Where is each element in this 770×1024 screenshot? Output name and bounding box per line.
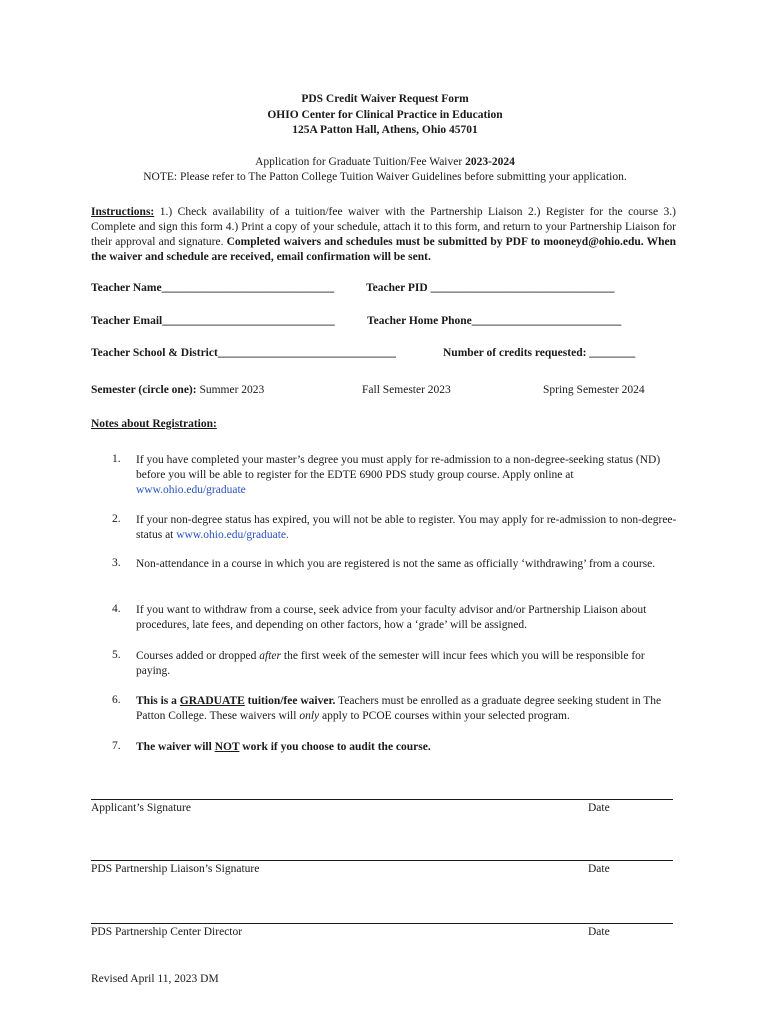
semester-row xyxy=(91,384,264,396)
note-text: If your non-degree status has expired, you will not be able to register. You may apply for re-admission to non-degree-status at xyxy=(136,514,677,541)
director-date-label: Date xyxy=(588,926,610,938)
note-bold-text: work if you choose to audit the course. xyxy=(239,741,431,753)
note-text: the first week of the semester will incur fees which you will be responsible for paying. xyxy=(136,650,645,677)
semester-option-spring[interactable]: Spring Semester 2024 xyxy=(543,384,645,396)
semester-label: Semester (circle one): xyxy=(91,384,197,396)
semester-option-fall[interactable]: Fall Semester 2023 xyxy=(362,384,451,396)
center-name: OHIO Center for Clinical Practice in Education xyxy=(267,109,503,121)
note-number: 1. xyxy=(112,453,121,465)
note-number: 3. xyxy=(112,557,121,569)
note-item-6 xyxy=(136,694,681,724)
note-number: 4. xyxy=(112,603,121,615)
credits-requested-field[interactable]: Number of credits requested: ________ xyxy=(443,347,636,359)
note-emphasis: only xyxy=(299,710,320,722)
note-item-7 xyxy=(136,740,681,755)
note-item-1 xyxy=(136,453,681,498)
teacher-pid-field[interactable]: Teacher PID ________________________________ xyxy=(366,282,615,294)
form-title: PDS Credit Waiver Request Form xyxy=(301,93,469,105)
note-item-3: Non-attendance in a course in which you are registered is not the same as officially ‘withdrawing’ from a course. xyxy=(136,558,656,570)
liaison-date-label: Date xyxy=(588,863,610,875)
note-underlined-text: NOT xyxy=(214,741,240,753)
instructions-text: 1.) Check availability of a tuition/fee waiver with the Partnership Liaison 2.) Register for the course 3.) Complete and sign this form 4.) Print a copy of your schedule, attach it to this form, and return to your Partnership Liaison for their approval and signature. xyxy=(91,206,676,248)
semester-option-summer[interactable]: Summer 2023 xyxy=(199,384,265,396)
note-number: 6. xyxy=(112,694,121,706)
note-item-4: If you want to withdraw from a course, seek advice from your faculty advisor and/or Partnership Liaison about procedures, late fees, and depending on other factors, how a ‘grade’ will be assigned. xyxy=(136,604,647,631)
teacher-email-field[interactable]: Teacher Email______________________________ xyxy=(91,315,335,327)
teacher-home-phone-field[interactable]: Teacher Home Phone__________________________ xyxy=(367,315,622,327)
note-text: apply to PCOE courses within your selected program. xyxy=(319,710,570,722)
applicant-signature-line[interactable] xyxy=(91,799,673,800)
instructions-bold-text: Completed waivers and schedules must be submitted by PDF to mooneyd@ohio.edu. When the waiver and schedule are received, email confirmation will be sent. xyxy=(91,236,676,263)
note-number: 7. xyxy=(112,740,121,752)
note-text: Courses added or dropped xyxy=(136,650,260,662)
notes-heading: Notes about Registration: xyxy=(91,418,217,430)
director-signature-label: PDS Partnership Center Director xyxy=(91,926,243,938)
note-text: If you have completed your master’s degree you must apply for re-admission to a non-degree-seeking status (ND) before you will be able to register for the EDTE 6900 PDS study group course. Apply online at xyxy=(136,454,661,481)
graduate-link[interactable]: www.ohio.edu/graduate xyxy=(136,484,246,496)
note-line: NOTE: Please refer to The Patton College Tuition Waiver Guidelines before submitting your application. xyxy=(143,171,627,183)
note-underlined-text: GRADUATE xyxy=(179,695,245,707)
applicant-date-label: Date xyxy=(588,802,610,814)
instructions-block xyxy=(91,205,676,265)
note-bold-text: This is a xyxy=(136,695,180,707)
application-line xyxy=(0,156,770,168)
note-number: 5. xyxy=(112,649,121,661)
application-label: Application for Graduate Tuition/Fee Waiver xyxy=(255,156,466,168)
liaison-signature-line[interactable] xyxy=(91,860,673,861)
liaison-signature-label: PDS Partnership Liaison’s Signature xyxy=(91,863,260,875)
revised-date: Revised April 11, 2023 DM xyxy=(91,973,219,985)
center-address: 125A Patton Hall, Athens, Ohio 45701 xyxy=(292,124,478,136)
applicant-signature-label: Applicant’s Signature xyxy=(91,802,191,814)
note-number: 2. xyxy=(112,513,121,525)
instructions-label: Instructions: xyxy=(91,206,155,218)
school-district-field[interactable]: Teacher School & District_______________________________ xyxy=(91,347,397,359)
note-bold-text: tuition/fee waiver. xyxy=(244,695,336,707)
application-year: 2023-2024 xyxy=(465,156,515,168)
note-bold-text: The waiver will xyxy=(136,741,215,753)
note-item-5 xyxy=(136,649,681,679)
teacher-name-field[interactable]: Teacher Name______________________________ xyxy=(91,282,335,294)
director-signature-line[interactable] xyxy=(91,923,673,924)
note-text: Teachers must be enrolled as a graduate degree seeking student in The Patton College. These waivers will xyxy=(136,695,662,722)
note-emphasis: after xyxy=(259,650,282,662)
graduate-link[interactable]: www.ohio.edu/graduate. xyxy=(176,529,289,541)
note-item-2 xyxy=(136,513,681,543)
